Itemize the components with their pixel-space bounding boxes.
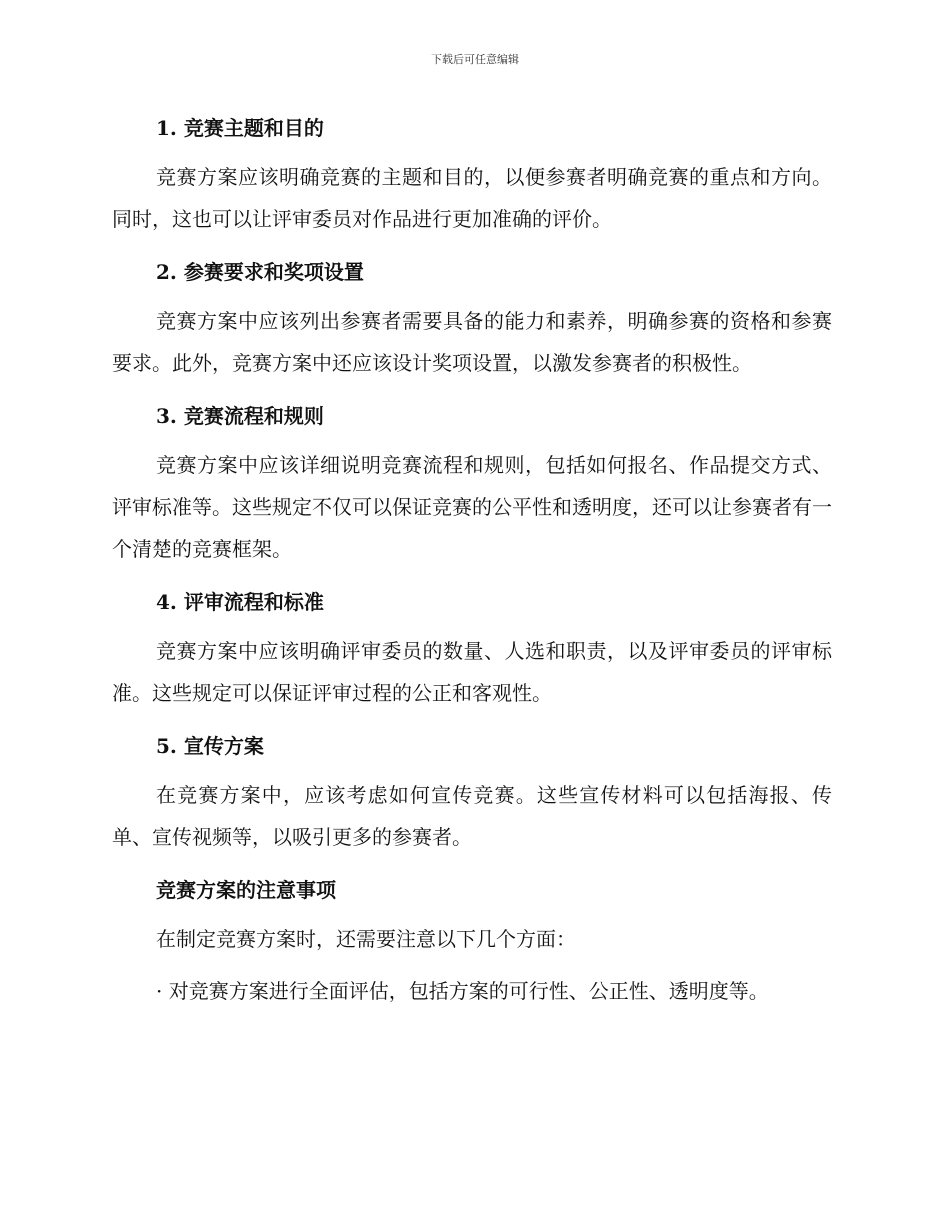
page-header-note: 下载后可任意编辑 — [431, 53, 519, 66]
document-body — [112, 110, 832, 1012]
section-heading-1: 1. 竞赛主题和目的 — [156, 116, 324, 140]
section-heading-4: 4. 评审流程和标准 — [156, 590, 324, 614]
section-paragraph-3: 竞赛方案中应该详细说明竞赛流程和规则，包括如何报名、作品提交方式、评审标准等。这些规定不仅可以保证竞赛的公平性和透明度，还可以让参赛者有一个清楚的竞赛框架。 — [112, 453, 832, 561]
notes-heading: 竞赛方案的注意事项 — [156, 878, 336, 902]
section-paragraph-2: 竞赛方案中应该列出参赛者需要具备的能力和素养，明确参赛的资格和参赛要求。此外，竞赛方案中还应该设计奖项设置，以激发参赛者的积极性。 — [112, 309, 832, 375]
section-heading-5: 5. 宣传方案 — [156, 734, 264, 758]
section-heading-3: 3. 竞赛流程和规则 — [156, 404, 324, 428]
section-paragraph-1: 竞赛方案应该明确竞赛的主题和目的，以便参赛者明确竞赛的重点和方向。同时，这也可以让评审委员对作品进行更加准确的评价。 — [112, 165, 832, 231]
notes-intro: 在制定竞赛方案时，还需要注意以下几个方面： — [156, 927, 576, 951]
section-paragraph-5: 在竞赛方案中，应该考虑如何宣传竞赛。这些宣传材料可以包括海报、传单、宣传视频等，以吸引更多的参赛者。 — [112, 783, 832, 849]
section-heading-2: 2. 参赛要求和奖项设置 — [156, 260, 364, 284]
section-paragraph-4: 竞赛方案中应该明确评审委员的数量、人选和职责，以及评审委员的评审标准。这些规定可以保证评审过程的公正和客观性。 — [112, 639, 832, 705]
notes-bullet-1: · 对竞赛方案进行全面评估，包括方案的可行性、公正性、透明度等。 — [156, 979, 769, 1003]
